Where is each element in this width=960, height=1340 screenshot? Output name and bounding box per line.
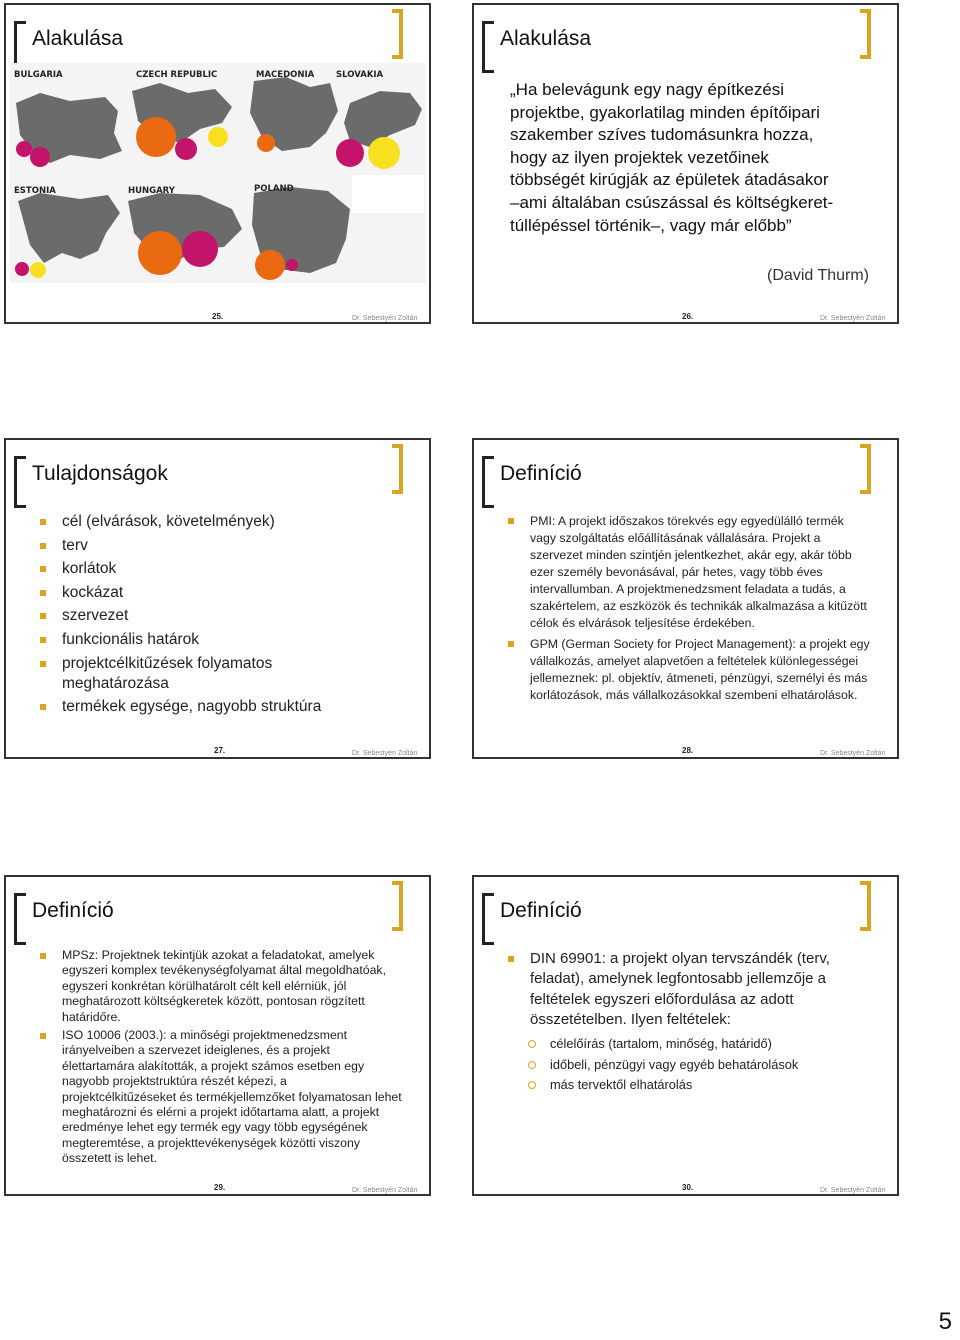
slide-number: 29. bbox=[214, 1183, 226, 1192]
list-item bbox=[62, 654, 312, 694]
left-bracket-decoration bbox=[482, 893, 494, 945]
bubble-czech-yellow bbox=[208, 127, 228, 147]
bubble-slovakia-yellow bbox=[368, 137, 400, 169]
slide-number: 25. bbox=[212, 312, 224, 321]
slide-number: 30. bbox=[682, 1183, 694, 1192]
sublist bbox=[550, 1034, 870, 1096]
properties-list bbox=[62, 512, 402, 717]
quote-line: projektbe, gyakorlatilag minden építőipari bbox=[510, 102, 820, 122]
left-bracket-decoration bbox=[482, 456, 494, 508]
bubble-bulgaria-magenta bbox=[16, 141, 32, 157]
bubble-czech-magenta bbox=[175, 138, 197, 160]
list-item bbox=[62, 697, 402, 717]
list-item-text: ISO 10006 (2003.): a minőségi projektmenedzsment irányelveiben a szervezet ideiglenes, és a projekt élettartamára alakították, a projekt számos esetben egy nagyobb projektstruktúra részét képezi, a projektcélkitűzéseket és termékjellemzőket folyamatosan lehet meghatározni és elérni a projekt időtartama alatt, a projekt eredménye lehet egy termék egy vagy több egységének megteremtése, a projekttevékenységek közötti viszony összetett is lehet. bbox=[62, 1028, 402, 1166]
bubble-hungary-orange bbox=[138, 231, 182, 275]
list-item-text: cél (elvárások, követelmények) bbox=[62, 513, 275, 530]
sublist-item-text: időbeli, pénzügyi vagy egyéb behatárolások bbox=[550, 1056, 799, 1072]
list-item bbox=[62, 630, 402, 650]
list-item bbox=[62, 606, 402, 626]
list-item-text: kockázat bbox=[62, 583, 124, 601]
slide-number: 27. bbox=[214, 746, 226, 755]
country-maps bbox=[10, 63, 426, 283]
slide-title: Definíció bbox=[500, 899, 582, 922]
quote-line: többségét kirúgják az épületek átadásakor bbox=[510, 170, 829, 190]
country-label-6: POLAND bbox=[254, 184, 294, 194]
bubble-slovakia-magenta bbox=[336, 139, 364, 167]
list-item-text: szervezet bbox=[62, 607, 129, 625]
slide-28 bbox=[472, 438, 899, 759]
bullet-icon bbox=[40, 704, 46, 710]
right-bracket-decoration bbox=[860, 9, 871, 59]
bubble-poland-magenta bbox=[286, 259, 298, 271]
circle-bullet-icon bbox=[528, 1081, 536, 1089]
list-item-text: projektcélkitűzések folyamatos meghatározása bbox=[62, 654, 273, 692]
country-label-4: ESTONIA bbox=[14, 186, 56, 196]
slide-25 bbox=[4, 3, 431, 324]
list-item-text: termékek egysége, nagyobb struktúra bbox=[62, 698, 322, 716]
bullet-icon bbox=[508, 641, 514, 647]
sublist-item-text: más tervektől elhatárolás bbox=[550, 1077, 693, 1092]
slide-title: Alakulása bbox=[500, 27, 592, 50]
list-item bbox=[62, 559, 402, 579]
list-item bbox=[62, 948, 404, 1025]
bullet-icon bbox=[508, 956, 514, 962]
sublist-item bbox=[550, 1055, 870, 1076]
country-label-2: MACEDONIA bbox=[256, 70, 315, 80]
list-item-text: DIN 69901: a projekt olyan tervszándék (terv, feladat), amelynek legfontosabb jellemzője a feltételek egyszeri előfordulása az adott összetételben. Ilyen feltételek: bbox=[530, 950, 830, 1028]
slide-title: Definíció bbox=[500, 462, 582, 485]
bullet-icon bbox=[40, 953, 46, 959]
country-label-5: HUNGARY bbox=[128, 186, 175, 196]
slide-title: Alakulása bbox=[32, 27, 124, 50]
list-item bbox=[62, 583, 402, 603]
definition-list bbox=[530, 513, 872, 704]
bubble-hungary-magenta bbox=[182, 231, 218, 267]
slide-title: Definíció bbox=[32, 899, 114, 922]
list-item-text: PMI: A projekt időszakos törekvés egy egyedülálló termék vagy szolgáltatás előállításának vállalására. Projekt a szervezet minden szintjén jelentkezhet, akár egy, akár több ezer személy bevonásával, pár hetes, vagy több éves intervallumban. A projektmenedzsment feladata a tudás, a szakértelem, az eszközök és technikák alkalmazása a kitűzött célok és elvárások teljesítése érdekében. bbox=[530, 514, 867, 630]
bubble-poland-orange bbox=[255, 250, 285, 280]
bullet-icon bbox=[40, 519, 46, 525]
quote-text bbox=[510, 79, 890, 237]
list-item-text: GPM (German Society for Project Management): a projekt egy vállalkozás, amelyet alapvetően a feltételek különlegességei jellemeznek: pl. objektív, átmeneti, pénzügyi, személyi és más korlátozások, más vállalkozásokkal szembeni elhatárolások. bbox=[530, 637, 870, 702]
right-bracket-decoration bbox=[860, 881, 871, 931]
list-item bbox=[62, 1028, 404, 1167]
sublist-item-text: célelőírás (tartalom, minőség, határidő) bbox=[550, 1036, 772, 1051]
bullet-icon bbox=[40, 543, 46, 549]
circle-bullet-icon bbox=[528, 1061, 536, 1069]
slide-29 bbox=[4, 875, 431, 1196]
country-map-figure bbox=[10, 63, 426, 283]
bubble-estonia-magenta bbox=[15, 262, 29, 276]
list-item-text: terv bbox=[62, 536, 88, 554]
slide-number: 26. bbox=[682, 312, 694, 321]
quote-line: hogy az ilyen projektek vezetőinek bbox=[510, 147, 769, 167]
country-label-1: CZECH REPUBLIC bbox=[136, 70, 218, 80]
bubble-bulgaria-magenta-2 bbox=[30, 147, 50, 167]
circle-bullet-icon bbox=[528, 1040, 536, 1048]
bubble-estonia-yellow bbox=[30, 262, 46, 278]
bullet-icon bbox=[508, 518, 514, 524]
map-blank-area bbox=[352, 175, 424, 213]
bullet-icon bbox=[40, 1033, 46, 1039]
bullet-icon bbox=[40, 661, 46, 667]
list-item-text: funkcionális határok bbox=[62, 630, 199, 648]
list-item bbox=[530, 636, 872, 704]
list-item bbox=[530, 513, 872, 632]
bullet-icon bbox=[40, 637, 46, 643]
list-item bbox=[530, 949, 865, 1030]
right-bracket-decoration bbox=[860, 444, 871, 494]
slide-author: Dr. Sebestyén Zoltán bbox=[820, 1187, 886, 1194]
page-number: 5 bbox=[938, 1308, 952, 1335]
estonia-map bbox=[18, 193, 120, 263]
country-label-3: SLOVAKIA bbox=[336, 70, 384, 80]
slide-number: 28. bbox=[682, 746, 694, 755]
left-bracket-decoration bbox=[14, 893, 26, 945]
list-item bbox=[62, 512, 402, 532]
slide-author: Dr. Sebestyén Zoltán bbox=[352, 750, 418, 757]
quote-line: szakember szíves tudomásunkra hozza, bbox=[510, 125, 814, 145]
country-label-0: BULGARIA bbox=[14, 70, 63, 80]
list-item-text: MPSz: Projektnek tekintjük azokat a feladatokat, amelyek egyszeri komplex tevékenységfolyamat által megoldhatóak, egyszeri konkrétan körülhatárolt célt kell elérniük, jól meghatározott költségkeretek között, pontosan rögzített határidőre. bbox=[62, 948, 386, 1024]
sublist-item bbox=[550, 1034, 870, 1055]
bullet-icon bbox=[40, 613, 46, 619]
slide-30 bbox=[472, 875, 899, 1196]
slide-26 bbox=[472, 3, 899, 324]
right-bracket-decoration bbox=[392, 9, 403, 59]
quote-line: „Ha belevágunk egy nagy építkezési bbox=[510, 80, 785, 99]
definition-list bbox=[62, 948, 404, 1167]
bullet-icon bbox=[40, 590, 46, 596]
right-bracket-decoration bbox=[392, 881, 403, 931]
slide-author: Dr. Sebestyén Zoltán bbox=[820, 315, 886, 322]
quote-attribution: (David Thurm) bbox=[767, 267, 869, 284]
quote-line: túllépéssel történik–, vagy már előbb” bbox=[510, 215, 792, 235]
left-bracket-decoration bbox=[482, 21, 494, 73]
slide-27 bbox=[4, 438, 431, 759]
slide-author: Dr. Sebestyén Zoltán bbox=[352, 1187, 418, 1194]
list-item bbox=[62, 536, 402, 556]
list-item-text: korlátok bbox=[62, 560, 117, 578]
right-bracket-decoration bbox=[392, 444, 403, 494]
left-bracket-decoration bbox=[14, 456, 26, 508]
slide-title: Tulajdonságok bbox=[32, 462, 168, 485]
bullet-icon bbox=[40, 566, 46, 572]
slide-author: Dr. Sebestyén Zoltán bbox=[820, 750, 886, 757]
slide-author: Dr. Sebestyén Zoltán bbox=[352, 315, 418, 322]
bubble-macedonia-orange bbox=[257, 134, 275, 152]
sublist-item bbox=[550, 1075, 870, 1096]
bubble-czech-orange bbox=[136, 117, 176, 157]
definition-list bbox=[530, 949, 865, 1030]
quote-line: –ami általában csúszással és költségkeret- bbox=[510, 192, 834, 212]
